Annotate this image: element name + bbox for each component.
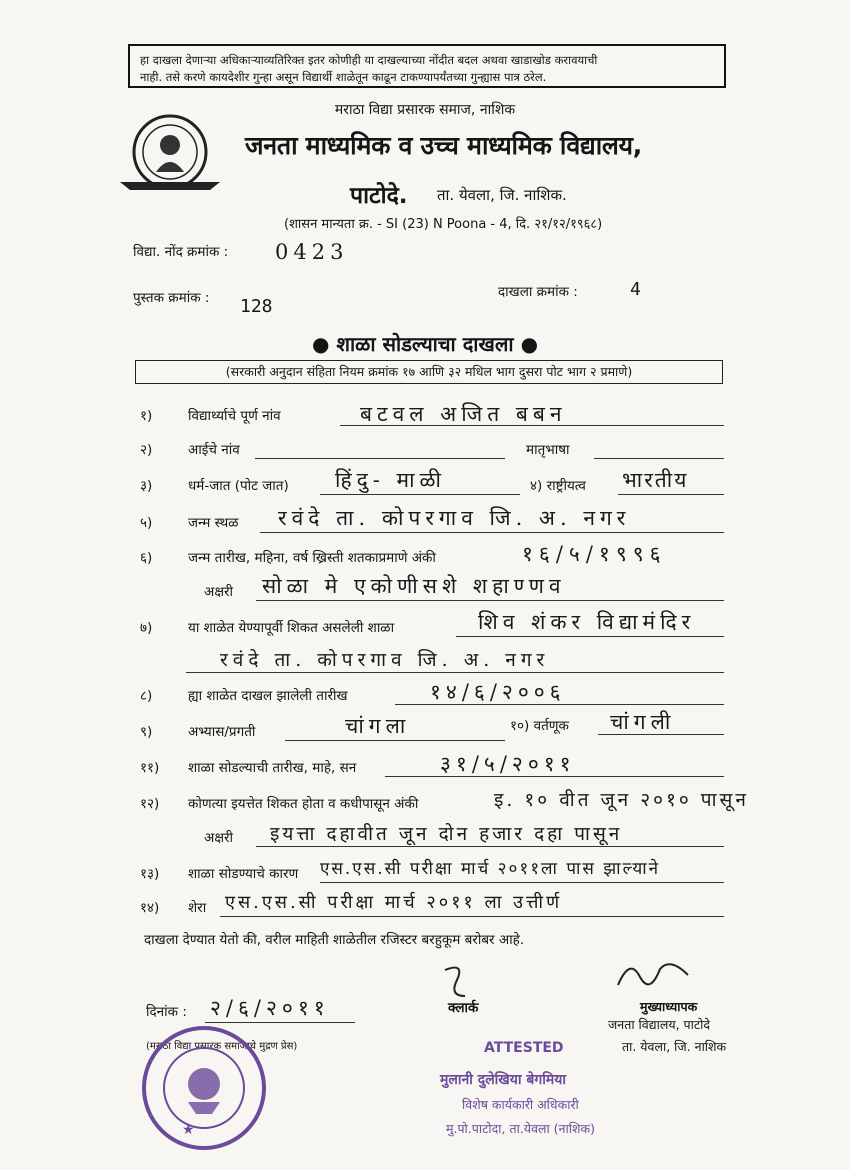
nationality-label: ४) राष्ट्रीयत्व — [530, 478, 586, 494]
previous-school-address: रवंदे ता. कोपरगाव जि. अ. नगर — [220, 649, 550, 671]
attesting-officer-name: मुलानी दुलेखिया बेगमिया — [440, 1072, 567, 1088]
issue-date: २/६/२०११ — [210, 996, 330, 1020]
clerk-label: क्लार्क — [448, 1000, 479, 1016]
book-number-label: पुस्तक क्रमांक : — [133, 290, 210, 306]
warning-notice-box — [128, 44, 726, 88]
book-number-value: 128 — [240, 296, 273, 317]
field-5-line — [260, 532, 724, 533]
previous-school: शिव शंकर विद्यामंदिर — [478, 610, 696, 634]
school-place: पाटोदे. — [350, 183, 408, 209]
field-8-label: ह्या शाळेत दाखल झालेली तारीख — [188, 688, 348, 704]
attesting-officer-place: मु.पो.पाटोदा, ता.येवला (नाशिक) — [446, 1121, 595, 1136]
principal-school: जनता विद्यालय, पाटोदे — [608, 1017, 711, 1032]
school-emblem-icon — [110, 112, 230, 192]
birth-date-words: सोळा मे एकोणीसशे शहाण्णव — [262, 574, 566, 598]
field-3-number: ३) — [140, 478, 153, 494]
field-12-label: कोणत्या इयत्तेत शिकत होता व कधीपासून अंकी — [188, 796, 419, 812]
certificate-number-value: 4 — [630, 279, 641, 300]
rules-subtitle: (सरकारी अनुदान संहिता नियम क्रमांक १७ आणि ३२ मधिल भाग दुसरा पोट भाग २ प्रमाणे) — [135, 360, 723, 384]
study-progress: चांगला — [345, 714, 411, 738]
field-2-label: आईचे नांव — [188, 442, 240, 458]
attesting-officer-designation: विशेष कार्यकारी अधिकारी — [462, 1097, 579, 1112]
field-1-number: १) — [140, 408, 153, 424]
field-14-label: शेरा — [188, 900, 207, 916]
field-2-number: २) — [140, 442, 153, 458]
field-9-line — [285, 740, 505, 741]
field-8-number: ८) — [140, 688, 153, 704]
school-taluka: ता. येवला, जि. नाशिक. — [437, 186, 567, 204]
school-name: जनता माध्यमिक व उच्च माध्यमिक विद्यालय, — [245, 131, 642, 160]
mother-tongue-line — [594, 458, 724, 459]
field-14-number: १४) — [140, 900, 160, 916]
birth-date-digits: १६/५/१९९६ — [522, 542, 667, 566]
field-2-line — [255, 458, 505, 459]
class-since-digits: इ. १० वीत जून २०१० पासून — [494, 789, 749, 811]
remarks: एस.एस.सी परीक्षा मार्च २०११ ला उत्तीर्ण — [225, 892, 563, 913]
nationality: भारतीय — [622, 468, 689, 492]
principal-taluka: ता. येवला, जि. नाशिक — [622, 1039, 727, 1054]
recognition-number: (शासन मान्यता क्र. - SI (23) N Poona - 4, दि. २१/१२/१९६८) — [284, 217, 603, 232]
school-round-stamp-icon — [138, 1018, 270, 1158]
field-7-line — [456, 636, 724, 637]
field-7-number: ७) — [140, 620, 153, 636]
birth-date-words-label: अक्षरी — [204, 584, 234, 600]
field-5-number: ५) — [140, 515, 153, 531]
principal-title: मुख्याध्यापक — [640, 999, 698, 1014]
leaving-reason: एस.एस.सी परीक्षा मार्च २०११ला पास झाल्याने — [320, 859, 661, 879]
date-label: दिनांक : — [146, 1004, 187, 1020]
field-9-number: ९) — [140, 724, 153, 740]
field-14-line — [220, 916, 724, 917]
conduct: चांगली — [610, 710, 676, 734]
class-since-words: इयत्ता दहावीत जून दोन हजार दहा पासून — [270, 823, 623, 845]
birth-date-words-line — [256, 600, 724, 601]
leaving-date: ३१/५/२०११ — [440, 752, 576, 776]
field-3-label: धर्म-जात (पोट जात) — [188, 478, 289, 494]
field-13-number: १३) — [140, 866, 160, 882]
field-12-number: १२) — [140, 796, 160, 812]
field-6-number: ६) — [140, 550, 153, 566]
bullet-icon: ● — [311, 332, 330, 356]
registration-label: विद्या. नोंद क्रमांक : — [133, 244, 229, 260]
society-name: मराठा विद्या प्रसारक समाज, नाशिक — [334, 102, 516, 118]
admission-date: १४/६/२००६ — [430, 680, 566, 704]
conduct-label: १०) वर्तणूक — [510, 718, 569, 734]
field-7-label: या शाळेत येण्यापूर्वी शिकत असलेली शाळा — [188, 620, 395, 636]
certification-statement: दाखला देण्यात येतो की, वरील माहिती शाळेतील रजिस्टर बरहुकूम बरोबर आहे. — [144, 932, 525, 948]
field-3-line — [320, 494, 520, 495]
notice-line-1: हा दाखला देणाऱ्या अधिकाऱ्याव्यतिरिक्त इतर कोणीही या दाखल्याच्या नोंदीत बदल अथवा खाडाखोड करावयाची — [140, 53, 598, 67]
registration-value: 0423 — [275, 240, 349, 264]
field-11-label: शाळा सोडल्याची तारीख, माहे, सन — [188, 760, 357, 776]
certificate-number-label: दाखला क्रमांक : — [498, 284, 578, 300]
birth-place: रवंदे ता. कोपरगाव जि. अ. नगर — [278, 506, 631, 530]
religion-caste: हिंदु- माळी — [335, 468, 446, 492]
certificate-title — [0, 330, 850, 357]
class-since-words-line — [256, 846, 724, 847]
student-name: बटवल अजित बबन — [360, 402, 567, 426]
svg-text:★: ★ — [182, 1122, 195, 1138]
notice-line-2: नाही. तसे करणे कायदेशीर गुन्हा असून विद्यार्थी शाळेतून काढून टाकण्यापर्यंतच्या गुन्ह्यास पात्र ठरेल. — [140, 70, 547, 84]
principal-signature-icon — [610, 955, 700, 1000]
field-13-line — [320, 882, 724, 883]
mother-tongue-label: मातृभाषा — [526, 442, 570, 458]
class-since-words-label: अक्षरी — [204, 830, 234, 846]
field-1-label: विद्यार्थ्याचे पूर्ण नांव — [188, 408, 281, 424]
bullet-icon: ● — [520, 332, 539, 356]
field-11-number: ११) — [140, 760, 160, 776]
clerk-signature-icon — [435, 962, 475, 1002]
title-text: शाळा सोडल्याचा दाखला — [336, 332, 514, 356]
attested-stamp: ATTESTED — [484, 1040, 564, 1056]
nationality-line — [618, 494, 724, 495]
press-note: (मराठा विद्या प्रसारक समाजाचे मुद्रण प्रेस) — [146, 1041, 298, 1052]
field-13-label: शाळा सोडण्याचे कारण — [188, 866, 299, 882]
field-6-label: जन्म तारीख, महिना, वर्ष ख्रिस्ती शतकाप्रमाणे अंकी — [188, 550, 436, 566]
field-7-line-2 — [186, 672, 724, 673]
field-5-label: जन्म स्थळ — [188, 515, 239, 531]
field-9-label: अभ्यास/प्रगती — [188, 724, 256, 740]
